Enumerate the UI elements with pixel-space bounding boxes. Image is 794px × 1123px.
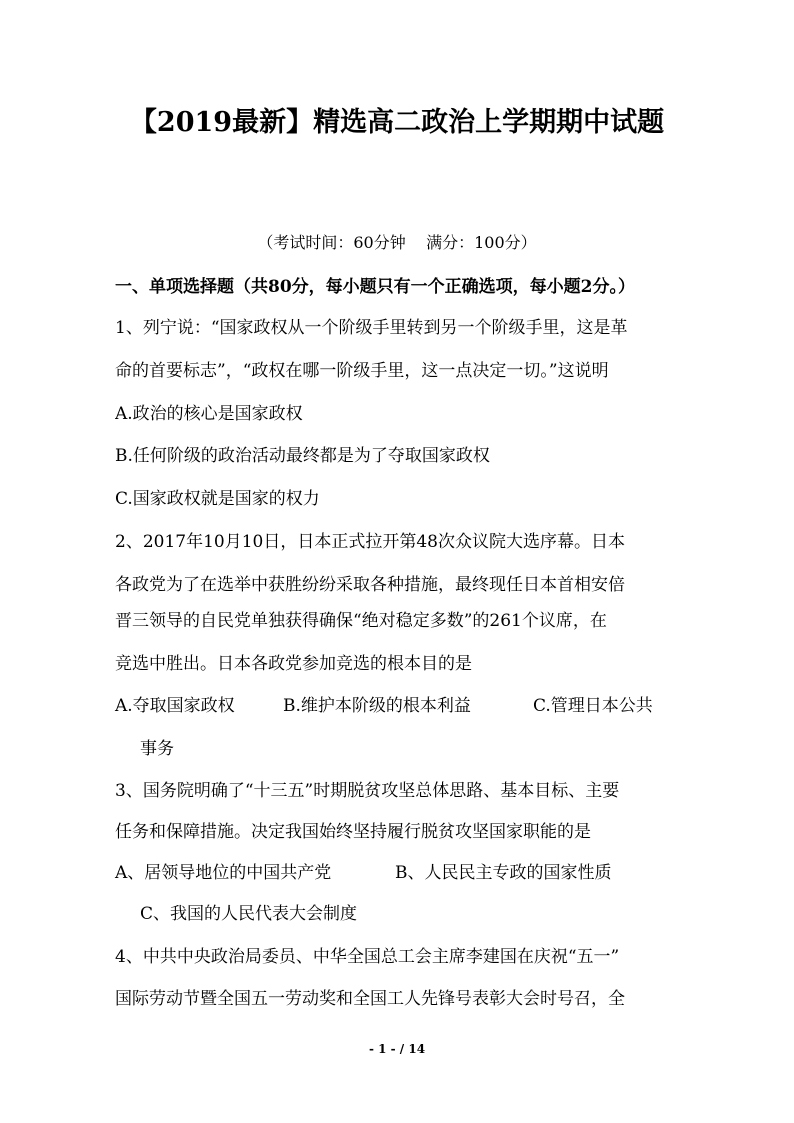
exam-info: （考试时间：60分钟 满分：100分） (257, 233, 537, 252)
question-3-option-b: B、人民民主专政的国家性质 (395, 863, 612, 883)
question-2-option-a: A.夺取国家政权 (115, 696, 235, 716)
question-2-option-c-continued: 事务 (140, 739, 174, 759)
question-4-line-2: 国际劳动节暨全国五一劳动奖和全国工人先锋号表彰大会时号召，全 (115, 989, 625, 1009)
question-2-option-b: B.维护本阶级的根本利益 (283, 696, 471, 716)
question-2-line-1: 2、2017年10月10日，日本正式拉开第48次众议院大选序幕。日本 (115, 532, 625, 552)
question-3-option-a: A、居领导地位的中国共产党 (115, 863, 332, 883)
question-1-line-2: 命的首要标志”，“政权在哪一阶级手里，这一点决定一切。”这说明 (115, 361, 609, 381)
section-heading: 一、单项选择题（共80分，每小题只有一个正确选项，每小题2分。） (115, 277, 635, 297)
question-3-option-c: C、我国的人民代表大会制度 (140, 904, 358, 924)
question-1-line-1: 1、列宁说：“国家政权从一个阶级手里转到另一个阶级手里，这是革 (115, 318, 628, 338)
document-title: 【2019最新】精选高二政治上学期期中试题 (129, 107, 665, 138)
question-1-option-a: A.政治的核心是国家政权 (115, 404, 303, 424)
question-2-line-2: 各政党为了在选举中获胜纷纷采取各种措施，最终现任日本首相安倍 (115, 575, 625, 595)
page-number: - 1 - / 14 (368, 1042, 426, 1056)
question-3-line-2: 任务和保障措施。决定我国始终坚持履行脱贫攻坚国家职能的是 (115, 822, 591, 842)
question-1-option-b: B.任何阶级的政治活动最终都是为了夺取国家政权 (115, 446, 490, 466)
question-3-line-1: 3、国务院明确了“十三五”时期脱贫攻坚总体思路、基本目标、主要 (115, 781, 620, 801)
question-2-option-c: C.管理日本公共 (533, 696, 653, 716)
question-1-option-c: C.国家政权就是国家的权力 (115, 489, 320, 509)
question-2-line-4: 竞选中胜出。日本各政党参加竞选的根本目的是 (115, 654, 472, 674)
question-4-line-1: 4、中共中央政治局委员、中华全国总工会主席李建国在庆祝“五一” (115, 947, 620, 967)
question-2-line-3: 晋三领导的自民党单独获得确保“绝对稳定多数”的261个议席，在 (115, 611, 607, 631)
